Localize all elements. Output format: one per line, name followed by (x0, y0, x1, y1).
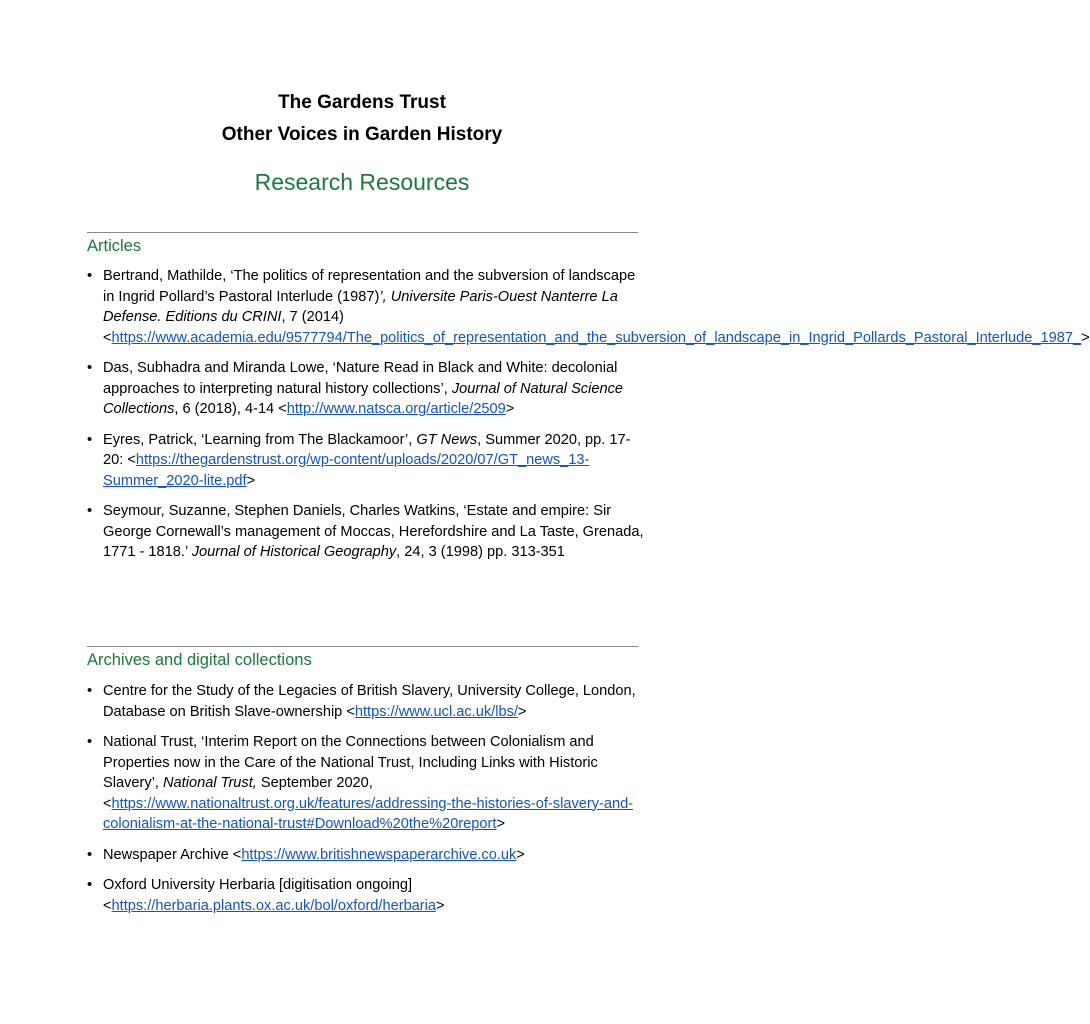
article-link[interactable]: https://www.academia.edu/9577794/The_politics_of_representation_and_the_subversion_of_landscape_in_Ingrid_Pollards_Pastoral_Interlude_1987_ (111, 329, 1082, 346)
item-text: > (496, 816, 505, 832)
archive-link[interactable]: https://www.britishnewspaperarchive.co.uk (241, 846, 517, 863)
bullet-icon: • (87, 503, 93, 519)
list-item (87, 732, 647, 835)
article-link[interactable]: https://thegardenstrust.org/wp-content/uploads/2020/07/GT_news_13-Summer_2020-lite.pdf (103, 452, 590, 489)
item-text: , 6 (2018), 4-14 < (174, 401, 287, 417)
list-item (87, 875, 647, 916)
page-subtitle: Research Resources (254, 169, 470, 195)
archives-heading: Archives and digital collections (87, 651, 312, 669)
item-text: > (1081, 329, 1090, 346)
list-item (87, 681, 647, 722)
item-text: > (505, 401, 515, 417)
item-text: , 24, 3 (1998) pp. 313-351 (396, 544, 565, 560)
item-text: > (517, 703, 527, 720)
archives-divider (87, 646, 638, 647)
item-publisher: National Trust, (163, 775, 257, 791)
list-item (87, 266, 1090, 348)
list-item (87, 358, 647, 420)
list-item (87, 501, 647, 563)
item-text: , 7 (2014) < (103, 309, 344, 346)
item-text: Das, Subhadra and Miranda Lowe, ‘Nature Read in Black and White: decolonial approaches to interpreting natural history collections’, (103, 360, 618, 397)
archive-link[interactable]: https://www.ucl.ac.uk/lbs/ (354, 703, 518, 720)
item-text: September 2020, < (103, 775, 373, 812)
item-journal: GT News (416, 431, 478, 448)
item-journal: Journal of Historical Geography (191, 544, 397, 560)
bullet-icon: • (87, 877, 93, 893)
archives-list (87, 681, 647, 916)
item-text: Seymour, Suzanne, Stephen Daniels, Charles Watkins, ‘Estate and empire: Sir George Cornewall’s management of Moccas, Herefordshire and La Taste, Grenada, 1771 - 1818.’ (103, 503, 644, 560)
list-item (87, 845, 647, 866)
item-journal: Journal of Natural Science Collections (103, 380, 623, 417)
articles-list (87, 266, 1090, 563)
project-title: Other Voices in Garden History (221, 124, 503, 145)
bullet-icon: • (87, 431, 93, 448)
org-title: The Gardens Trust (278, 92, 446, 113)
item-journal: ’, Universite Paris-Ouest Nanterre La Defense. Editions du CRINI (103, 288, 618, 325)
bullet-icon: • (87, 360, 93, 376)
archive-link[interactable]: https://www.nationaltrust.org.uk/features/addressing-the-histories-of-slavery-and-colonialism-at-the-national-trust#Download%20the%20report (103, 795, 634, 832)
item-text: Oxford University Herbaria [digitisation ongoing] < (103, 877, 413, 914)
list-item (87, 430, 647, 492)
item-text: > (246, 472, 256, 489)
item-text: National Trust, ‘Interim Report on the Connections between Colonialism and Properties now in the Care of the National Trust, Including Links with Historic Slavery’, (103, 734, 598, 791)
item-text: Centre for the Study of the Legacies of British Slavery, University College, London, Database on British Slave-ownership < (103, 683, 636, 720)
item-text: Newspaper Archive < (103, 846, 242, 863)
item-text: , Summer 2020, pp. 17-20: < (103, 431, 631, 468)
item-text: Eyres, Patrick, ‘Learning from The Blackamoor’, (103, 431, 417, 448)
bullet-icon: • (87, 734, 93, 750)
articles-heading: Articles (87, 237, 142, 255)
bullet-icon: • (87, 846, 93, 863)
bullet-icon: • (87, 683, 93, 699)
item-title: ‘The politics of representation and the subversion of landscape in Ingrid Pollard’s Pastoral Interlude (1987) (103, 268, 636, 305)
item-text: > (436, 897, 445, 914)
bullet-icon: • (87, 268, 93, 284)
item-text: Bertrand, Mathilde, (103, 268, 231, 284)
article-link[interactable]: http://www.natsca.org/article/2509 (286, 401, 506, 417)
archive-link[interactable]: https://herbaria.plants.ox.ac.uk/bol/oxford/herbaria (111, 897, 437, 914)
articles-divider (87, 232, 638, 233)
item-text: > (516, 846, 525, 863)
